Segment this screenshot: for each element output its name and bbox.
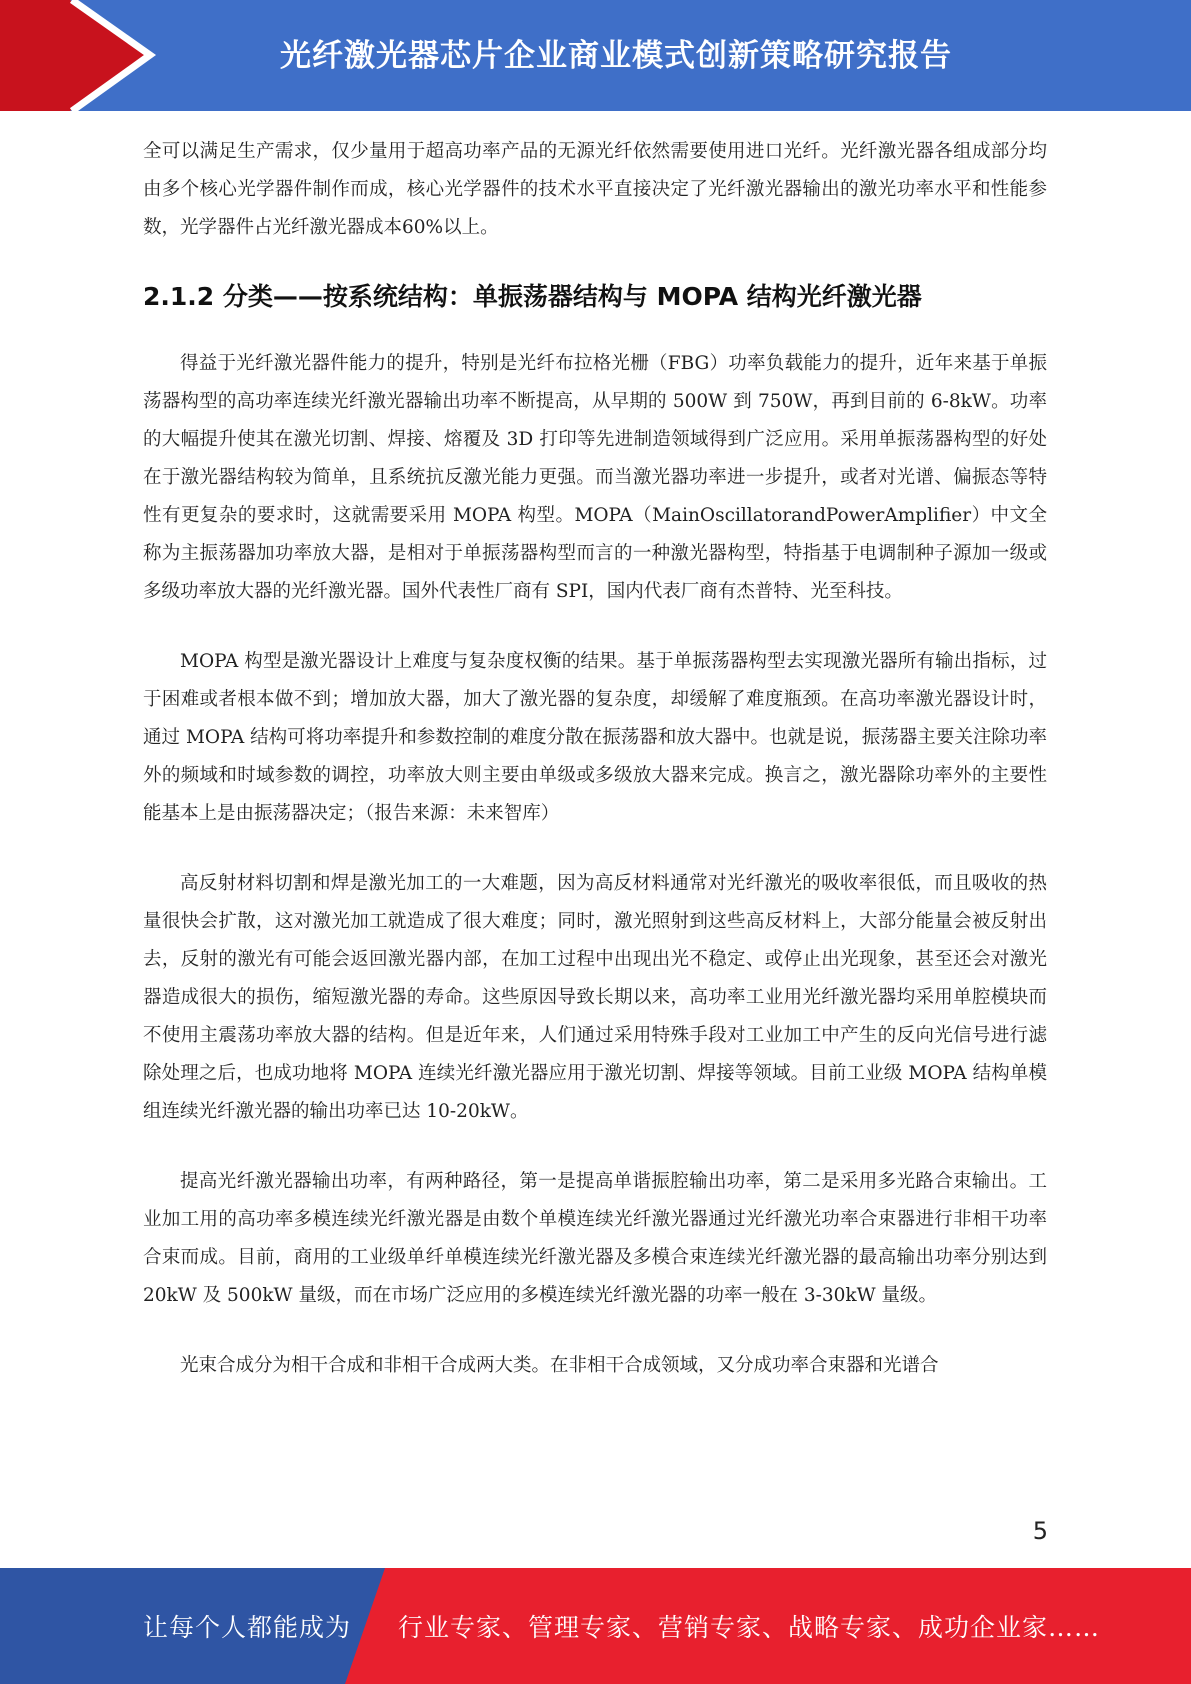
page-body: [143, 133, 1047, 1385]
footer-slogan-right: 行业专家、管理专家、营销专家、战略专家、成功企业家……: [398, 1613, 1101, 1642]
footer-slogan-left: 让每个人都能成为: [143, 1613, 352, 1642]
header-chevron-decoration: [0, 0, 160, 111]
paragraph-beam-combining: 光束合成分为相干合成和非相干合成两大类。在非相干合成领域，又分成功率合束器和光谱合: [180, 1355, 939, 1376]
page-footer: [0, 1568, 1191, 1684]
page-header: [0, 0, 1191, 111]
paragraph-single-oscillator: 得益于光纤激光器件能力的提升，特别是光纤布拉格光栅（FBG）功率负载能力的提升，近年来基于单振荡器构型的高功率连续光纤激光器输出功率不断提高，从早期的 500W 到 750W，再到目前的 6-8kW。功率的大幅提升使其在激光切割、焊接、熔覆及 3D 打印等先进制造领域得到广泛应用。采用单振荡器构型的好处在于激光器结构较为简单，且系统抗反激光能力更强。而当激光器功率进一步提升，或者对光谱、偏振态等特性有更复杂的要求时，这就需要采用 MOPA 构型。MOPA（MainOscillatorandPowerAmplifier）中文全称为主振荡器加功率放大器，是相对于单振荡器构型而言的一种激光器构型，特指基于电调制种子源加一级或多级功率放大器的光纤激光器。国外代表性厂商有 SPI，国内代表厂商有杰普特、光至科技。: [143, 353, 1047, 602]
paragraph-output-power: 提高光纤激光器输出功率，有两种路径，第一是提高单谐振腔输出功率，第二是采用多光路合束输出。工业加工用的高功率多模连续光纤激光器是由数个单模连续光纤激光器通过光纤激光功率合束器进行非相干功率合束而成。目前，商用的工业级单纤单模连续光纤激光器及多模合束连续光纤激光器的最高输出功率分别达到 20kW 及 500kW 量级，而在市场广泛应用的多模连续光纤激光器的功率一般在 3-30kW 量级。: [143, 1171, 1047, 1306]
paragraph-high-reflective: 高反射材料切割和焊是激光加工的一大难题，因为高反材料通常对光纤激光的吸收率很低，而且吸收的热量很快会扩散，这对激光加工就造成了很大难度；同时，激光照射到这些高反材料上，大部分能量会被反射出去，反射的激光有可能会返回激光器内部，在加工过程中出现出光不稳定、或停止出光现象，甚至还会对激光器造成很大的损伤，缩短激光器的寿命。这些原因导致长期以来，高功率工业用光纤激光器均采用单腔模块而不使用主震荡功率放大器的结构。但是近年来，人们通过采用特殊手段对工业加工中产生的反向光信号进行滤除处理之后，也成功地将 MOPA 连续光纤激光器应用于激光切割、焊接等领域。目前工业级 MOPA 结构单模组连续光纤激光器的输出功率已达 10-20kW。: [143, 873, 1047, 1122]
paragraph-mopa-tradeoff: MOPA 构型是激光器设计上难度与复杂度权衡的结果。基于单振荡器构型去实现激光器所有输出指标，过于困难或者根本做不到；增加放大器，加大了激光器的复杂度，却缓解了难度瓶颈。在高功率激光器设计时，通过 MOPA 结构可将功率提升和参数控制的难度分散在振荡器和放大器中。也就是说，振荡器主要关注除功率外的频域和时域参数的调控，功率放大则主要由单级或多级放大器来完成。换言之，激光器除功率外的主要性能基本上是由振荡器决定；（报告来源：未来智库）: [143, 651, 1047, 824]
section-heading: 2.1.2 分类——按系统结构：单振荡器结构与 MOPA 结构光纤激光器: [143, 282, 922, 311]
report-title: 光纤激光器芯片企业商业模式创新策略研究报告: [280, 38, 952, 74]
paragraph-continued: 全可以满足生产需求，仅少量用于超高功率产品的无源光纤依然需要使用进口光纤。光纤激光器各组成部分均由多个核心光学器件制作而成，核心光学器件的技术水平直接决定了光纤激光器输出的激光功率水平和性能参数，光学器件占光纤激光器成本60%以上。: [143, 141, 1047, 238]
page-number: 5: [1032, 1517, 1048, 1545]
